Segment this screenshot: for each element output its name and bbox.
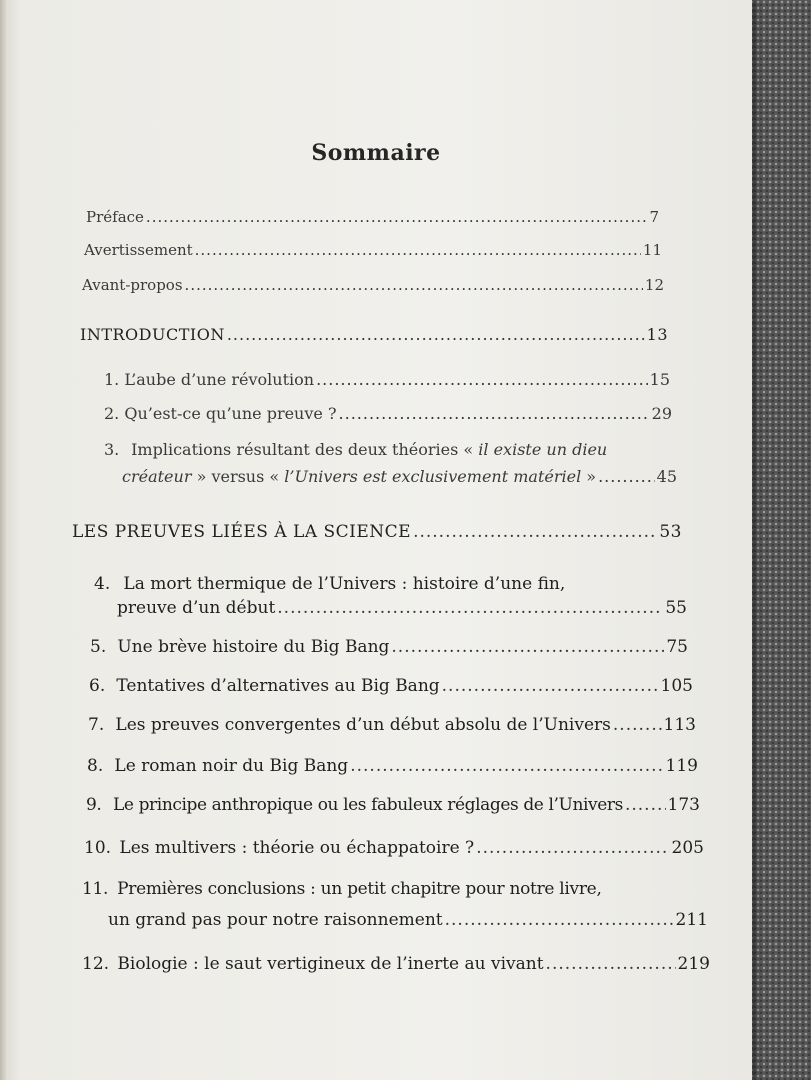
chapter-title: La mort thermique de l’Univers : histoire d’une fin, xyxy=(123,574,566,594)
dot-leader xyxy=(546,954,676,974)
toc-chapter-4-line1 xyxy=(94,574,565,594)
entry-label xyxy=(89,676,440,696)
toc-chapter-10 xyxy=(84,838,704,858)
chapter-title: Qu’est-ce qu’une preuve ? xyxy=(124,404,337,423)
entry-label: un grand pas pour notre raisonnement xyxy=(108,910,443,930)
chapter-number: 5. xyxy=(90,637,107,657)
page-title: Sommaire xyxy=(311,140,441,166)
dot-leader xyxy=(227,325,645,344)
chapter-title: Les preuves convergentes d’un début absolu de l’Univers xyxy=(115,715,611,735)
toc-entry-avertissement xyxy=(84,241,662,259)
entry-page: 55 xyxy=(665,598,687,618)
entry-label: Préface xyxy=(86,208,144,226)
entry-label xyxy=(122,467,596,486)
dot-leader xyxy=(445,910,674,930)
chapter-title-part: » versus « xyxy=(196,467,280,486)
chapter-title-part: » xyxy=(586,467,597,486)
toc-chapter-1 xyxy=(104,370,670,389)
chapter-title: Le roman noir du Big Bang xyxy=(114,756,349,776)
dot-leader xyxy=(277,598,663,618)
entry-page: 113 xyxy=(663,715,696,735)
dot-leader xyxy=(476,838,669,858)
dot-leader xyxy=(598,467,655,486)
chapter-number: 9. xyxy=(86,795,102,815)
section-page: 53 xyxy=(659,522,682,542)
entry-label xyxy=(88,715,611,735)
entry-page: 45 xyxy=(656,467,677,486)
entry-page: 219 xyxy=(677,954,710,974)
toc-chapter-2 xyxy=(104,404,672,423)
chapter-number: 12. xyxy=(82,954,110,974)
toc-chapter-3-line2 xyxy=(122,467,677,486)
entry-label: preuve d’un début xyxy=(117,598,276,618)
section-page: 13 xyxy=(646,325,668,344)
entry-page: 12 xyxy=(644,276,664,294)
entry-label xyxy=(84,838,474,858)
chapter-number: 3. xyxy=(104,440,120,459)
entry-page: 205 xyxy=(671,838,704,858)
chapter-title-italic: créateur xyxy=(122,467,192,486)
entry-label: Avant-propos xyxy=(82,276,183,294)
entry-page: 173 xyxy=(667,795,700,815)
entry-page: 105 xyxy=(660,676,693,696)
chapter-title-italic: l’Univers est exclusivement matériel xyxy=(284,467,582,486)
entry-label xyxy=(104,404,337,423)
dot-leader xyxy=(185,276,643,294)
chapter-title: Une brève histoire du Big Bang xyxy=(117,637,390,657)
chapter-title: L’aube d’une révolution xyxy=(124,370,315,389)
toc-chapter-6 xyxy=(89,676,693,696)
chapter-number: 6. xyxy=(89,676,106,696)
entry-page: 15 xyxy=(649,370,670,389)
chapter-number: 7. xyxy=(88,715,105,735)
entry-label xyxy=(104,370,314,389)
toc-chapter-5 xyxy=(90,637,688,657)
chapter-number: 11. xyxy=(82,879,109,899)
dot-leader xyxy=(442,676,659,696)
toc-entry-preface xyxy=(86,208,659,226)
toc-section-introduction xyxy=(80,325,668,344)
chapter-number: 8. xyxy=(87,756,104,776)
section-label: LES PREUVES LIÉES À LA SCIENCE xyxy=(72,522,412,542)
chapter-title-part: Implications résultant des deux théories « xyxy=(131,440,474,459)
entry-page: 29 xyxy=(651,404,672,423)
entry-label xyxy=(87,756,348,776)
entry-page: 7 xyxy=(649,208,659,226)
section-label: INTRODUCTION xyxy=(80,325,225,344)
chapter-number: 2. xyxy=(104,404,120,423)
entry-label xyxy=(90,637,389,657)
dot-leader xyxy=(613,715,662,735)
chapter-title: Tentatives d’alternatives au Big Bang xyxy=(116,676,440,696)
toc-section-science xyxy=(72,522,682,542)
chapter-title: Le principe anthropique ou les fabuleux réglages de l’Univers xyxy=(113,795,623,815)
toc-chapter-4-line2 xyxy=(117,598,687,618)
entry-page: 11 xyxy=(642,241,662,259)
chapter-number: 10. xyxy=(84,838,112,858)
toc-chapter-8 xyxy=(87,756,698,776)
dot-leader xyxy=(316,370,648,389)
dot-leader xyxy=(146,208,648,226)
dot-leader xyxy=(350,756,663,776)
entry-page: 119 xyxy=(665,756,698,776)
chapter-number: 1. xyxy=(104,370,120,389)
entry-page: 75 xyxy=(666,637,688,657)
toc-chapter-3-line1 xyxy=(104,440,607,459)
dot-leader xyxy=(625,795,666,815)
entry-label: Avertissement xyxy=(84,241,193,259)
toc-chapter-7 xyxy=(88,715,696,735)
dot-leader xyxy=(339,404,650,423)
toc-chapter-11-line1 xyxy=(82,879,602,899)
dot-leader xyxy=(413,522,657,542)
toc-chapter-12 xyxy=(82,954,710,974)
entry-label xyxy=(82,954,544,974)
toc-entry-avant-propos xyxy=(82,276,664,294)
toc-chapter-11-line2 xyxy=(108,910,708,930)
dot-leader xyxy=(195,241,641,259)
toc-chapter-9 xyxy=(86,795,700,815)
chapter-number: 4. xyxy=(94,574,111,594)
dot-leader xyxy=(391,637,664,657)
entry-page: 211 xyxy=(675,910,708,930)
chapter-title: Biologie : le saut vertigineux de l’inerte au vivant xyxy=(117,954,544,974)
chapter-title: Les multivers : théorie ou échappatoire ? xyxy=(119,838,475,858)
entry-label xyxy=(86,795,623,815)
chapter-title: Premières conclusions : un petit chapitre pour notre livre, xyxy=(117,879,602,899)
chapter-title-italic: il existe un dieu xyxy=(478,440,608,459)
